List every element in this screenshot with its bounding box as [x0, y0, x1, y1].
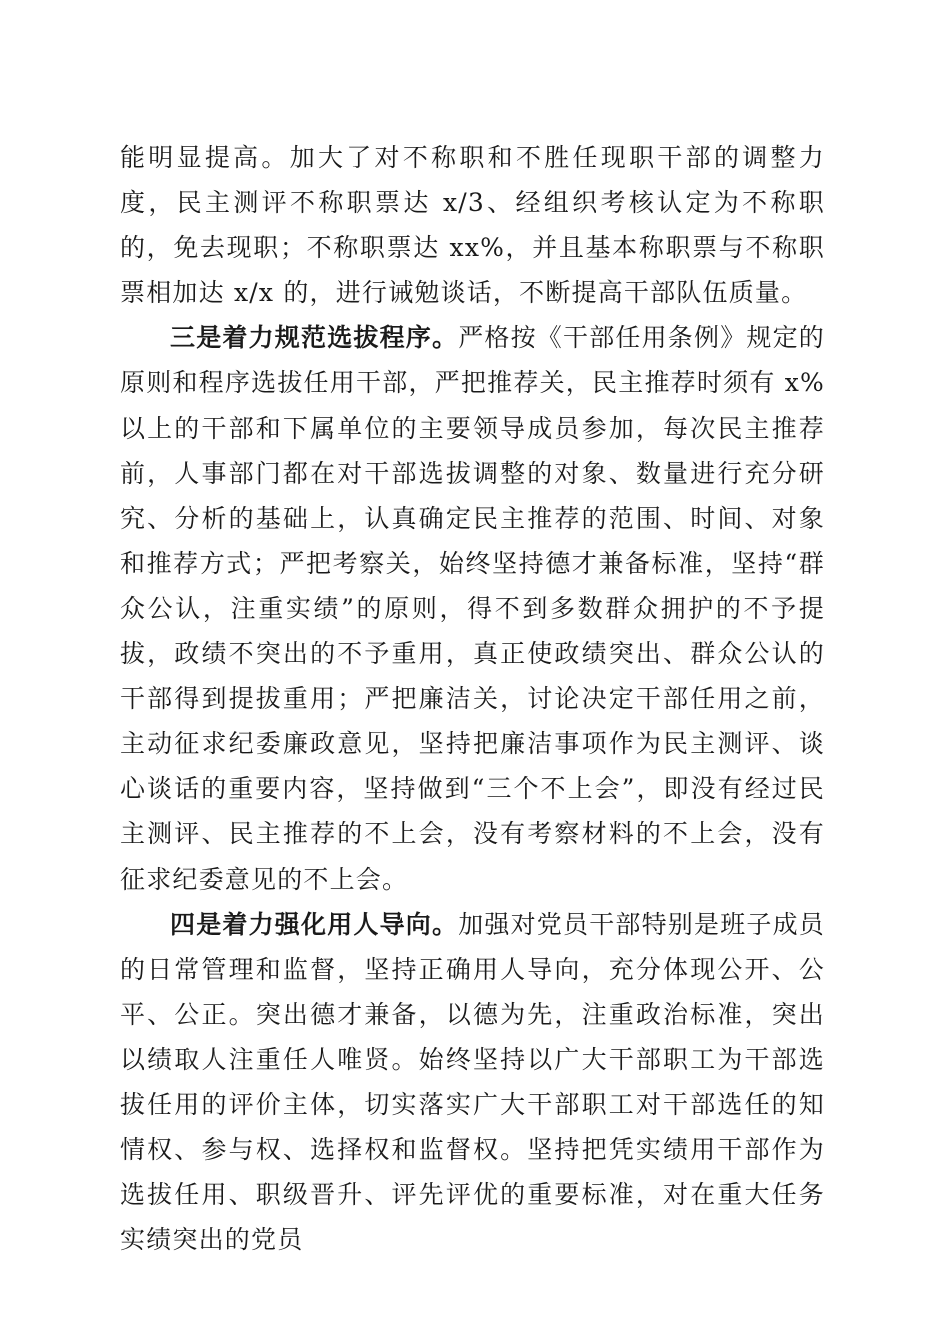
paragraph-selection-procedure: [120, 315, 825, 901]
paragraph-text: 严格按《干部任用条例》规定的原则和程序选拔任用干部，严把推荐关，民主推荐时须有 x%以上的干部和下属单位的主要领导成员参加，每次民主推荐前，人事部门都在对干部选拔调整的对象、数量进行充分研究、分析的基础上，认真确定民主推荐的范围、时间、对象和推荐方式；严把考察关，始终坚持德才兼备标准，坚持“群众公认，注重实绩”的原则，得不到多数群众拥护的不予提拔，政绩不突出的不予重用，真正使政绩突出、群众公认的干部得到提拔重用；严把廉洁关，讨论决定干部任用之前，主动征求纪委廉政意见，坚持把廉洁事项作为民主测评、谈心谈话的重要内容，坚持做到“三个不上会”，即没有经过民主测评、民主推荐的不上会，没有考察材料的不上会，没有征求纪委意见的不上会。: [120, 323, 826, 894]
paragraph-continuation: [120, 135, 825, 315]
paragraph-text: 能明显提高。加大了对不称职和不胜任现职干部的调整力度，民主测评不称职票达 x/3、经组织考核认定为不称职的，免去现职；不称职票达 xx%，并且基本称职票与不称职票相加达 x/x 的，进行诫勉谈话，不断提高干部队伍质量。: [120, 143, 825, 308]
paragraph-heading: 四是着力强化用人导向。: [170, 909, 459, 939]
document-page: [120, 135, 825, 1262]
paragraph-text: 加强对党员干部特别是班子成员的日常管理和监督，坚持正确用人导向，充分体现公开、公平、公正。突出德才兼备，以德为先，注重政治标准，突出以绩取人注重任人唯贤。始终坚持以广大干部职工为干部选拔任用的评价主体，切实落实广大干部职工对干部选任的知情权、参与权、选择权和监督权。坚持把凭实绩用干部作为选拔任用、职级晋升、评先评优的重要标准，对在重大任务实绩突出的党员: [120, 909, 826, 1255]
paragraph-employment-orientation: [120, 902, 825, 1263]
paragraph-heading: 三是着力规范选拔程序。: [170, 323, 459, 353]
